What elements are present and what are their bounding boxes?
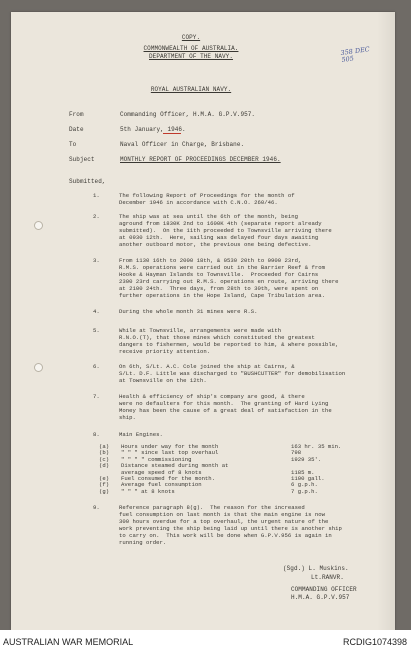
paragraph-number: 5. — [93, 327, 100, 334]
date-label: Date — [69, 126, 84, 133]
paragraph-number: 9. — [93, 504, 100, 511]
paragraph-text: During the whole month 31 mines were R.S. — [119, 308, 258, 315]
paragraph-text: Health & efficiency of ship's company are good, & there were no defaulters for this month. The granting of Hard Lying Money has been the cause of a great deal of satisfaction in the ship. — [119, 393, 332, 421]
header-commonwealth: COMMONWEALTH OF AUSTRALIA. — [143, 45, 239, 52]
row-label: Hours under way for the month — [121, 443, 219, 450]
footer-bar — [0, 630, 411, 654]
paragraph-text: While at Townsville, arrangements were made with R.N.O.(T), that those mines which constituted the greatest dangers to fishermen, would be reported to him, & where possible, receive priority attention. — [119, 327, 339, 355]
punch-hole — [34, 363, 43, 372]
row-value: 7 g.p.h. — [291, 487, 318, 495]
paragraph-number: 4. — [93, 308, 100, 315]
paragraph-text: Main Engines. — [119, 431, 163, 438]
signature-name: (Sgd.) L. Muskins. — [283, 565, 349, 572]
submitted-text: Submitted, — [69, 178, 106, 185]
subject-value: MONTHLY REPORT OF PROCEEDINGS DECEMBER 1946. — [120, 156, 281, 163]
subject-label: Subject — [69, 156, 95, 163]
row-key: (c) — [99, 455, 110, 463]
handwritten-note: 358 DEC 505 — [340, 45, 371, 65]
engines-table — [99, 444, 341, 495]
paragraph-number: 8. — [93, 431, 100, 438]
row-key: (f) — [99, 481, 110, 489]
paragraph-number: 3. — [93, 257, 100, 264]
row-value: 798 — [291, 449, 302, 457]
row-value: 1100 gall. — [291, 475, 325, 483]
paragraph-number: 7. — [93, 393, 100, 400]
paragraph-number: 2. — [93, 213, 100, 220]
paragraph-number: 6. — [93, 363, 100, 370]
row-key: (g) — [99, 487, 110, 495]
row-value: 1185 m. — [291, 468, 315, 476]
signature-rank: Lt.RANVR. — [311, 574, 344, 581]
row-value: 6 g.p.h. — [291, 481, 318, 489]
red-underline — [163, 133, 181, 134]
row-label: Average fuel consumption — [121, 481, 202, 489]
paragraph-text: Reference paragraph 8(g). The reason for the increased fuel consumption on last month is that the main engine is now 300 hours overdue for a top overhaul, the urgent nature of the work preventing the ship being laid up until there is another ship to carry on. This work will be done when G.P.V.956 is again in running order. — [119, 504, 342, 546]
paragraph-text: On 6th, S/Lt. A.C. Cole joined the ship at Cairns, & S/Lt. D.F. Little was discharged to "BUSHCUTTER" for demobilisation at Townsville on the 12th. — [119, 363, 346, 384]
row-label: " " " since last top overhaul — [121, 449, 219, 457]
document-page — [11, 12, 395, 630]
row-key: (e) — [99, 475, 110, 483]
to-label: To — [69, 141, 77, 148]
row-value: 1929 35'. — [291, 455, 322, 463]
signature-ship: H.M.A. G.P.V.957 — [291, 594, 350, 601]
row-label: average speed of 8 knots — [121, 468, 202, 476]
row-label: " " " " commissioning — [121, 455, 192, 463]
from-label: From — [69, 111, 84, 118]
row-label: Distance steamed during month at — [121, 462, 229, 470]
row-key: (a) — [99, 443, 110, 450]
table-row — [99, 489, 341, 495]
footer-record-id: RCDIG1074398 — [342, 637, 407, 647]
signature-title: COMMANDING OFFICER — [291, 586, 357, 593]
paragraph-number: 1. — [93, 192, 100, 199]
row-label: Fuel consumed for the month. — [121, 475, 215, 483]
row-key: (b) — [99, 449, 110, 457]
paragraph-text: The following Report of Proceedings for the month of December 1946 in accordance with C.N.O. 260/46. — [119, 192, 295, 206]
row-label: " " " at 8 knots — [121, 487, 175, 495]
footer-source: AUSTRALIAN WAR MEMORIAL — [3, 637, 134, 647]
paragraph-text: The ship was at sea until the 6th of the month, being aground from 1830K 2nd to 1600K 4th (separate report already submitted). On the 11th proceeded to Townsville arriving there at 0930 12th. Here, sailing was delayed four days awaiting another outboard motor, the previous one being defective. — [119, 213, 332, 248]
header-department: DEPARTMENT OF THE NAVY. — [149, 53, 233, 60]
row-key: (d) — [99, 462, 110, 470]
copy-label: COPY. — [181, 34, 201, 41]
punch-hole — [34, 221, 43, 230]
to-value: Naval Officer in Charge, Brisbane. — [120, 141, 245, 148]
paragraph-text: From 1130 16th to 2000 18th, & 0530 20th to 0900 23rd, R.M.S. operations were carried out in the Barrier Reef & from Hooke & Hayman Islands to Townsville. Proceeded for Cairns 2300 23rd carrying out R.M.S. operations en route, arriving there at 2100 24th. Three days, from 28th to 30th, were spent on further operations in the Hope Island, Cape Tribulation area. — [119, 257, 339, 299]
from-value: Commanding Officer, H.M.A. G.P.V.957. — [120, 111, 256, 118]
row-value: 163 hr. 35 min. — [291, 443, 342, 450]
date-value: 5th January, 1946. — [120, 126, 186, 133]
header-navy: ROYAL AUSTRALIAN NAVY. — [150, 86, 232, 93]
